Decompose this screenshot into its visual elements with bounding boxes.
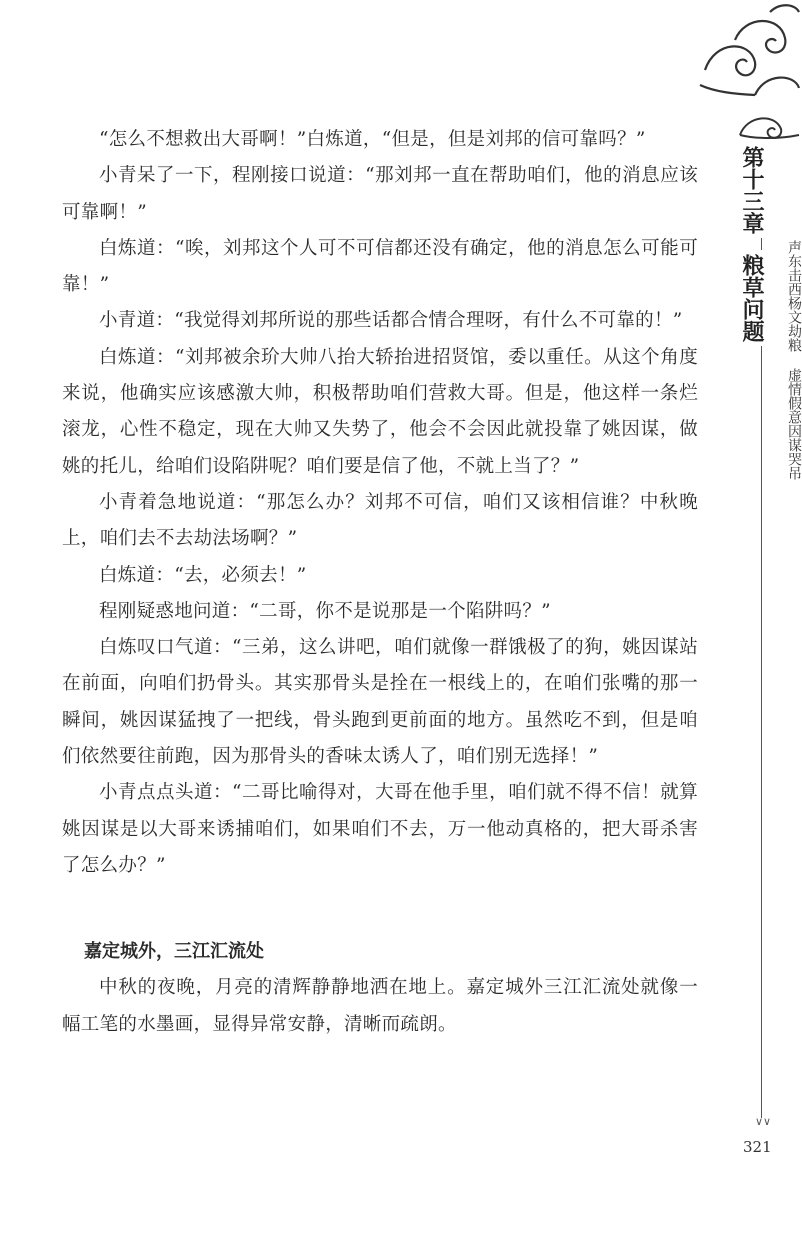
paragraph: 程刚疑惑地问道：“二哥，你不是说那是一个陷阱吗？”: [99, 600, 551, 622]
cloud-ornament-icon: [695, 0, 800, 105]
chapter-label: 第十三章: [740, 142, 764, 238]
page-number: 321: [743, 1138, 772, 1156]
chapter-subtitle: 声东击西杨文劫粮 虚情假意因谋哭吊: [786, 240, 802, 480]
paragraph: “怎么不想救出大哥啊！”白炼道，“但是，但是刘邦的信可靠吗？”: [99, 129, 646, 150]
paragraph: 小青呆了一下，程刚接口说道：“那刘邦一直在帮助咱们，他的消息应该可靠啊！”: [62, 165, 698, 223]
paragraph: 白炼道：“刘邦被余玠大帅八抬大轿抬进招贤馆，委以重任。从这个角度来说，他确实应该感激大帅，积极帮助咱们营救大哥。但是，他这样一条烂滚龙，心性不稳定，现在大帅又失势了，他会不会因此就投靠了姚因谋，做姚的托儿，给咱们设陷阱呢？咱们要是信了他，不就上当了？”: [62, 346, 698, 477]
paragraph: 白炼叹口气道：“三弟，这么讲吧，咱们就像一群饿极了的狗，姚因谋站在前面，向咱们扔骨头。其实那骨头是拴在一根线上的，在咱们张嘴的那一瞬间，姚因谋猛拽了一把线，骨头跑到更前面的地方。虽然吃不到，但是咱们依然要往前跑，因为那骨头的香味太诱人了，咱们别无选择！”: [62, 637, 698, 768]
chevron-down-icon: ∨∨: [755, 1115, 772, 1128]
paragraph: 中秋的夜晚，月亮的清辉静静地洒在地上。嘉定城外三江汇流处就像一幅工笔的水墨画，显得异常安静，清晰而疏朗。: [62, 977, 698, 1035]
cloud-small-icon: [735, 105, 800, 145]
paragraph: 小青着急地说道：“那怎么办？刘邦不可信，咱们又该相信谁？中秋晚上，咱们去不去劫法场啊？”: [62, 491, 698, 550]
paragraph: 小青点点头道：“二哥比喻得对，大哥在他手里，咱们就不得不信！就算姚因谋是以大哥来诱捕咱们，如果咱们不去，万一他动真格的，把大哥杀害了怎么办？”: [62, 782, 698, 876]
section-gap: [62, 884, 698, 934]
paragraph: 小青道：“我觉得刘邦所说的那些话都合情合理呀，有什么不可靠的！”: [99, 310, 683, 332]
main-text: [62, 122, 698, 1043]
section-heading: 嘉定城外，三江汇流处: [84, 941, 264, 963]
chapter-title: 粮草问题: [740, 250, 764, 346]
paragraph: 白炼道：“唉，刘邦这个人可不可信都还没有确定，他的消息怎么可能可靠！”: [62, 237, 698, 296]
paragraph: 白炼道：“去，必须去！”: [99, 564, 307, 586]
